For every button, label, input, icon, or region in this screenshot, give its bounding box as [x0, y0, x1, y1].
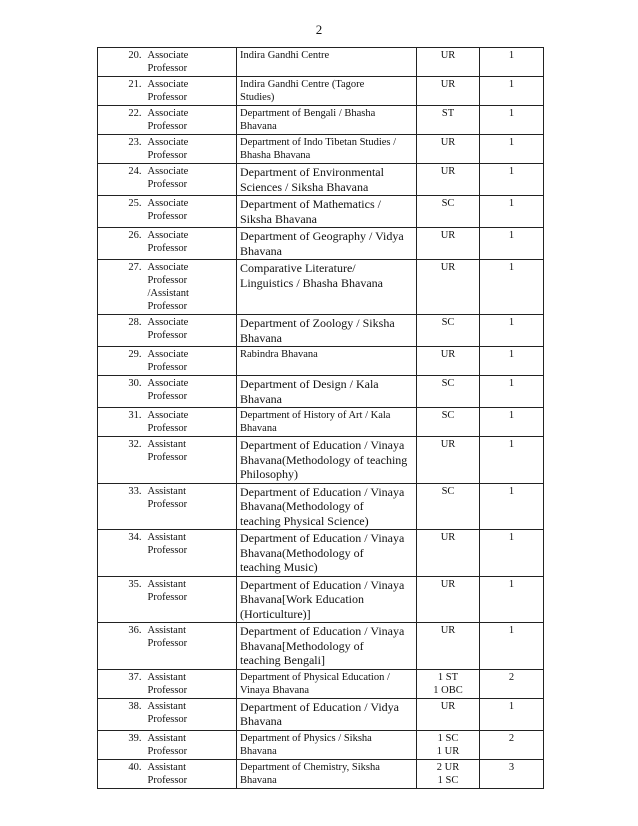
- post-cell: [145, 483, 237, 530]
- posts-count-cell: 1: [480, 135, 544, 164]
- post-line: Professor: [147, 301, 188, 312]
- post-line: Assistant: [147, 671, 187, 683]
- post-cell: [145, 530, 237, 577]
- post-line: Assistant: [147, 761, 187, 773]
- serial-number-cell: 20.: [98, 48, 145, 77]
- category-line: SC: [441, 410, 455, 421]
- department-line: Bhavana(Methodology of: [240, 545, 364, 560]
- category-line: 1 ST: [437, 671, 459, 683]
- serial-number-cell: 26.: [98, 228, 145, 260]
- category-line: UR: [440, 349, 456, 360]
- serial-number-cell: 21.: [98, 77, 145, 106]
- post-line: Associate: [147, 349, 189, 360]
- post-cell: [145, 196, 237, 228]
- table-row: [98, 228, 544, 260]
- serial-number-cell: 33.: [98, 483, 145, 530]
- post-line: Assistant: [147, 732, 187, 744]
- post-line: Associate: [147, 262, 189, 273]
- category-line: UR: [440, 79, 456, 90]
- department-line: Indira Gandhi Centre: [240, 50, 330, 61]
- department-cell: [237, 530, 417, 577]
- post-line: Associate: [147, 137, 189, 148]
- post-cell: [145, 315, 237, 347]
- category-line: UR: [440, 230, 456, 241]
- category-line: UR: [440, 532, 456, 543]
- posts-count-cell: 1: [480, 530, 544, 577]
- table-row: [98, 196, 544, 228]
- department-cell: [237, 376, 417, 408]
- serial-number-cell: 40.: [98, 759, 145, 788]
- post-line: Professor: [147, 211, 188, 222]
- department-cell: [237, 228, 417, 260]
- category-line: 1 SC: [437, 732, 459, 744]
- department-cell: [237, 730, 417, 759]
- category-line: 1 UR: [436, 745, 460, 757]
- category-cell: [417, 315, 480, 347]
- serial-number-cell: 38.: [98, 698, 145, 730]
- category-cell: [417, 730, 480, 759]
- posts-count-cell: 1: [480, 164, 544, 196]
- category-line: 1 OBC: [433, 684, 463, 696]
- category-line: SC: [441, 317, 455, 328]
- table-row: [98, 260, 544, 315]
- category-cell: [417, 196, 480, 228]
- post-line: Professor: [147, 121, 188, 132]
- table-row: [98, 315, 544, 347]
- department-line: Bhavana: [240, 243, 282, 258]
- department-line: Siksha Bhavana: [240, 211, 317, 226]
- department-cell: [237, 698, 417, 730]
- table-row: [98, 623, 544, 670]
- table-row: [98, 48, 544, 77]
- post-line: Associate: [147, 198, 189, 209]
- department-cell: [237, 164, 417, 196]
- post-line: Professor: [147, 591, 188, 603]
- department-line: Bhasha Bhavana: [240, 150, 311, 161]
- table-row: [98, 164, 544, 196]
- department-cell: [237, 106, 417, 135]
- post-line: Professor: [147, 150, 188, 161]
- category-line: UR: [440, 625, 456, 636]
- post-line: Associate: [147, 166, 189, 177]
- post-line: Associate: [147, 410, 189, 421]
- department-cell: [237, 77, 417, 106]
- post-cell: [145, 228, 237, 260]
- department-line: Comparative Literature/: [240, 261, 356, 275]
- post-line: Professor: [147, 638, 188, 649]
- post-line: Associate: [147, 108, 189, 119]
- department-line: Department of Indo Tibetan Studies /: [240, 137, 397, 148]
- posts-count-cell: 1: [480, 408, 544, 437]
- post-line: Associate: [147, 317, 189, 328]
- post-line: Professor: [147, 275, 188, 286]
- department-cell: [237, 759, 417, 788]
- post-line: Assistant: [147, 578, 187, 590]
- department-line: Department of Chemistry, Siksha: [240, 761, 380, 773]
- post-cell: [145, 77, 237, 106]
- department-line: Sciences / Siksha Bhavana: [240, 179, 369, 194]
- department-cell: [237, 347, 417, 376]
- serial-number-cell: 22.: [98, 106, 145, 135]
- category-line: UR: [440, 578, 456, 590]
- post-line: Professor: [147, 684, 188, 696]
- post-line: Professor: [147, 423, 188, 434]
- post-cell: [145, 106, 237, 135]
- category-cell: [417, 530, 480, 577]
- post-cell: [145, 576, 237, 623]
- category-line: UR: [440, 439, 456, 450]
- posts-count-cell: 1: [480, 77, 544, 106]
- category-cell: [417, 483, 480, 530]
- posts-count-cell: 1: [480, 315, 544, 347]
- category-cell: [417, 48, 480, 77]
- posts-count-cell: 1: [480, 347, 544, 376]
- posts-count-cell: 1: [480, 376, 544, 408]
- category-line: UR: [440, 262, 456, 273]
- department-line: Department of Physical Education /: [240, 671, 390, 683]
- category-cell: [417, 576, 480, 623]
- department-line: Department of Education / Vinaya: [240, 577, 405, 592]
- department-line: Bhavana[Methodology of: [240, 638, 364, 653]
- posts-count-cell: 2: [480, 669, 544, 698]
- department-line: Department of History of Art / Kala: [240, 410, 391, 421]
- posts-count-cell: 1: [480, 228, 544, 260]
- category-line: SC: [441, 378, 455, 389]
- serial-number-cell: 25.: [98, 196, 145, 228]
- table-row: [98, 759, 544, 788]
- category-cell: [417, 347, 480, 376]
- department-line: Bhavana: [240, 391, 282, 406]
- department-cell: [237, 623, 417, 670]
- post-cell: [145, 623, 237, 670]
- table-row: [98, 530, 544, 577]
- department-line: Department of Design / Kala: [240, 377, 379, 391]
- post-line: Associate: [147, 50, 189, 61]
- table-row: [98, 347, 544, 376]
- post-line: Assistant: [147, 700, 187, 712]
- serial-number-cell: 29.: [98, 347, 145, 376]
- post-cell: [145, 135, 237, 164]
- department-cell: [237, 576, 417, 623]
- posts-count-cell: 1: [480, 483, 544, 530]
- posts-count-cell: 1: [480, 437, 544, 484]
- serial-number-cell: 37.: [98, 669, 145, 698]
- post-line: Assistant: [147, 439, 187, 450]
- post-line: Professor: [147, 452, 188, 463]
- post-line: Associate: [147, 230, 189, 241]
- category-cell: [417, 623, 480, 670]
- category-cell: [417, 228, 480, 260]
- post-cell: [145, 164, 237, 196]
- department-cell: [237, 196, 417, 228]
- department-line: Bhavana[Work Education: [240, 592, 364, 606]
- serial-number-cell: 30.: [98, 376, 145, 408]
- post-cell: [145, 759, 237, 788]
- category-line: UR: [440, 137, 456, 148]
- department-line: teaching Physical Science): [240, 513, 369, 528]
- department-cell: [237, 437, 417, 484]
- category-cell: [417, 669, 480, 698]
- post-line: Professor: [147, 713, 188, 725]
- posts-count-cell: 1: [480, 106, 544, 135]
- category-cell: [417, 437, 480, 484]
- post-line: Professor: [147, 243, 188, 254]
- posts-count-cell: 1: [480, 698, 544, 730]
- category-line: ST: [441, 108, 455, 119]
- department-line: Bhavana: [240, 745, 277, 757]
- department-cell: [237, 260, 417, 315]
- posts-count-cell: 1: [480, 196, 544, 228]
- post-line: Professor: [147, 63, 188, 74]
- category-cell: [417, 135, 480, 164]
- category-cell: [417, 376, 480, 408]
- post-line: Professor: [147, 745, 188, 757]
- table-row: [98, 483, 544, 530]
- serial-number-cell: 27.: [98, 260, 145, 315]
- department-line: Philosophy): [240, 467, 299, 481]
- department-line: Bhavana: [240, 121, 277, 132]
- post-line: Associate: [147, 378, 189, 389]
- posts-count-cell: 2: [480, 730, 544, 759]
- post-line: Associate: [147, 79, 189, 90]
- serial-number-cell: 34.: [98, 530, 145, 577]
- post-cell: [145, 347, 237, 376]
- table-row: [98, 106, 544, 135]
- post-line: Professor: [147, 391, 188, 402]
- table-row: [98, 135, 544, 164]
- table-row: [98, 576, 544, 623]
- post-cell: [145, 376, 237, 408]
- category-cell: [417, 164, 480, 196]
- department-line: Department of Bengali / Bhasha: [240, 108, 376, 119]
- category-cell: [417, 408, 480, 437]
- post-cell: [145, 698, 237, 730]
- serial-number-cell: 32.: [98, 437, 145, 484]
- page-number: 2: [315, 22, 323, 37]
- department-line: Linguistics / Bhasha Bhavana: [240, 275, 383, 290]
- department-line: Department of Mathematics /: [240, 197, 381, 211]
- table-row: [98, 408, 544, 437]
- table-row: [98, 698, 544, 730]
- post-cell: [145, 437, 237, 484]
- posts-count-cell: 1: [480, 576, 544, 623]
- department-cell: [237, 483, 417, 530]
- category-cell: [417, 106, 480, 135]
- department-line: Department of Education / Vinaya: [240, 624, 405, 638]
- post-line: /Assistant: [147, 288, 189, 299]
- post-line: Professor: [147, 362, 188, 373]
- post-cell: [145, 48, 237, 77]
- department-line: Department of Environmental: [240, 165, 384, 179]
- department-line: Department of Zoology / Siksha: [240, 316, 395, 330]
- table-row: [98, 669, 544, 698]
- department-cell: [237, 408, 417, 437]
- serial-number-cell: 36.: [98, 623, 145, 670]
- posts-count-cell: 3: [480, 759, 544, 788]
- department-cell: [237, 669, 417, 698]
- post-line: Professor: [147, 545, 188, 556]
- serial-number-cell: 24.: [98, 164, 145, 196]
- table-row: [98, 376, 544, 408]
- department-cell: [237, 135, 417, 164]
- department-line: Rabindra Bhavana: [240, 349, 318, 360]
- category-line: SC: [441, 485, 455, 497]
- post-cell: [145, 408, 237, 437]
- serial-number-cell: 39.: [98, 730, 145, 759]
- department-line: Bhavana: [240, 714, 282, 728]
- post-line: Professor: [147, 179, 188, 190]
- department-line: Department of Geography / Vidya: [240, 229, 404, 243]
- serial-number-cell: 28.: [98, 315, 145, 347]
- table-row: [98, 730, 544, 759]
- category-cell: [417, 759, 480, 788]
- department-line: Department of Education / Vinaya: [240, 484, 405, 499]
- department-line: teaching Bengali]: [240, 653, 325, 667]
- department-line: Bhavana: [240, 774, 277, 786]
- category-line: 2 UR: [436, 761, 460, 773]
- department-line: Indira Gandhi Centre (Tagore: [240, 79, 365, 90]
- category-cell: [417, 698, 480, 730]
- table-row: [98, 437, 544, 484]
- post-cell: [145, 669, 237, 698]
- department-line: Vinaya Bhavana: [240, 684, 310, 696]
- serial-number-cell: 31.: [98, 408, 145, 437]
- department-line: Bhavana(Methodology of teaching: [240, 452, 408, 467]
- post-cell: [145, 260, 237, 315]
- post-line: Assistant: [147, 625, 187, 636]
- post-cell: [145, 730, 237, 759]
- post-line: Professor: [147, 330, 188, 341]
- department-line: Department of Education / Vinaya: [240, 438, 405, 452]
- post-line: Professor: [147, 92, 188, 103]
- department-line: Bhavana: [240, 423, 277, 434]
- table-row: [98, 77, 544, 106]
- posts-table: [97, 47, 544, 789]
- post-line: Assistant: [147, 532, 187, 543]
- department-line: Bhavana: [240, 330, 282, 345]
- category-line: UR: [440, 700, 456, 712]
- department-line: (Horticulture)]: [240, 606, 311, 621]
- department-line: Department of Education / Vinaya: [240, 531, 405, 545]
- category-line: 1 SC: [437, 774, 459, 786]
- posts-table-body: [98, 48, 544, 789]
- serial-number-cell: 35.: [98, 576, 145, 623]
- department-cell: [237, 315, 417, 347]
- department-line: Department of Education / Vidya: [240, 699, 400, 714]
- posts-count-cell: 1: [480, 623, 544, 670]
- department-line: Bhavana(Methodology of: [240, 499, 364, 513]
- category-line: SC: [441, 198, 455, 209]
- department-line: Studies): [240, 92, 275, 103]
- department-cell: [237, 48, 417, 77]
- department-line: teaching Music): [240, 560, 318, 574]
- category-line: UR: [440, 166, 456, 177]
- category-cell: [417, 260, 480, 315]
- serial-number-cell: 23.: [98, 135, 145, 164]
- department-line: Department of Physics / Siksha: [240, 732, 372, 744]
- posts-count-cell: 1: [480, 48, 544, 77]
- category-cell: [417, 77, 480, 106]
- post-line: Assistant: [147, 485, 187, 497]
- category-line: UR: [440, 50, 456, 61]
- posts-count-cell: 1: [480, 260, 544, 315]
- post-line: Professor: [147, 498, 188, 510]
- post-line: Professor: [147, 774, 188, 786]
